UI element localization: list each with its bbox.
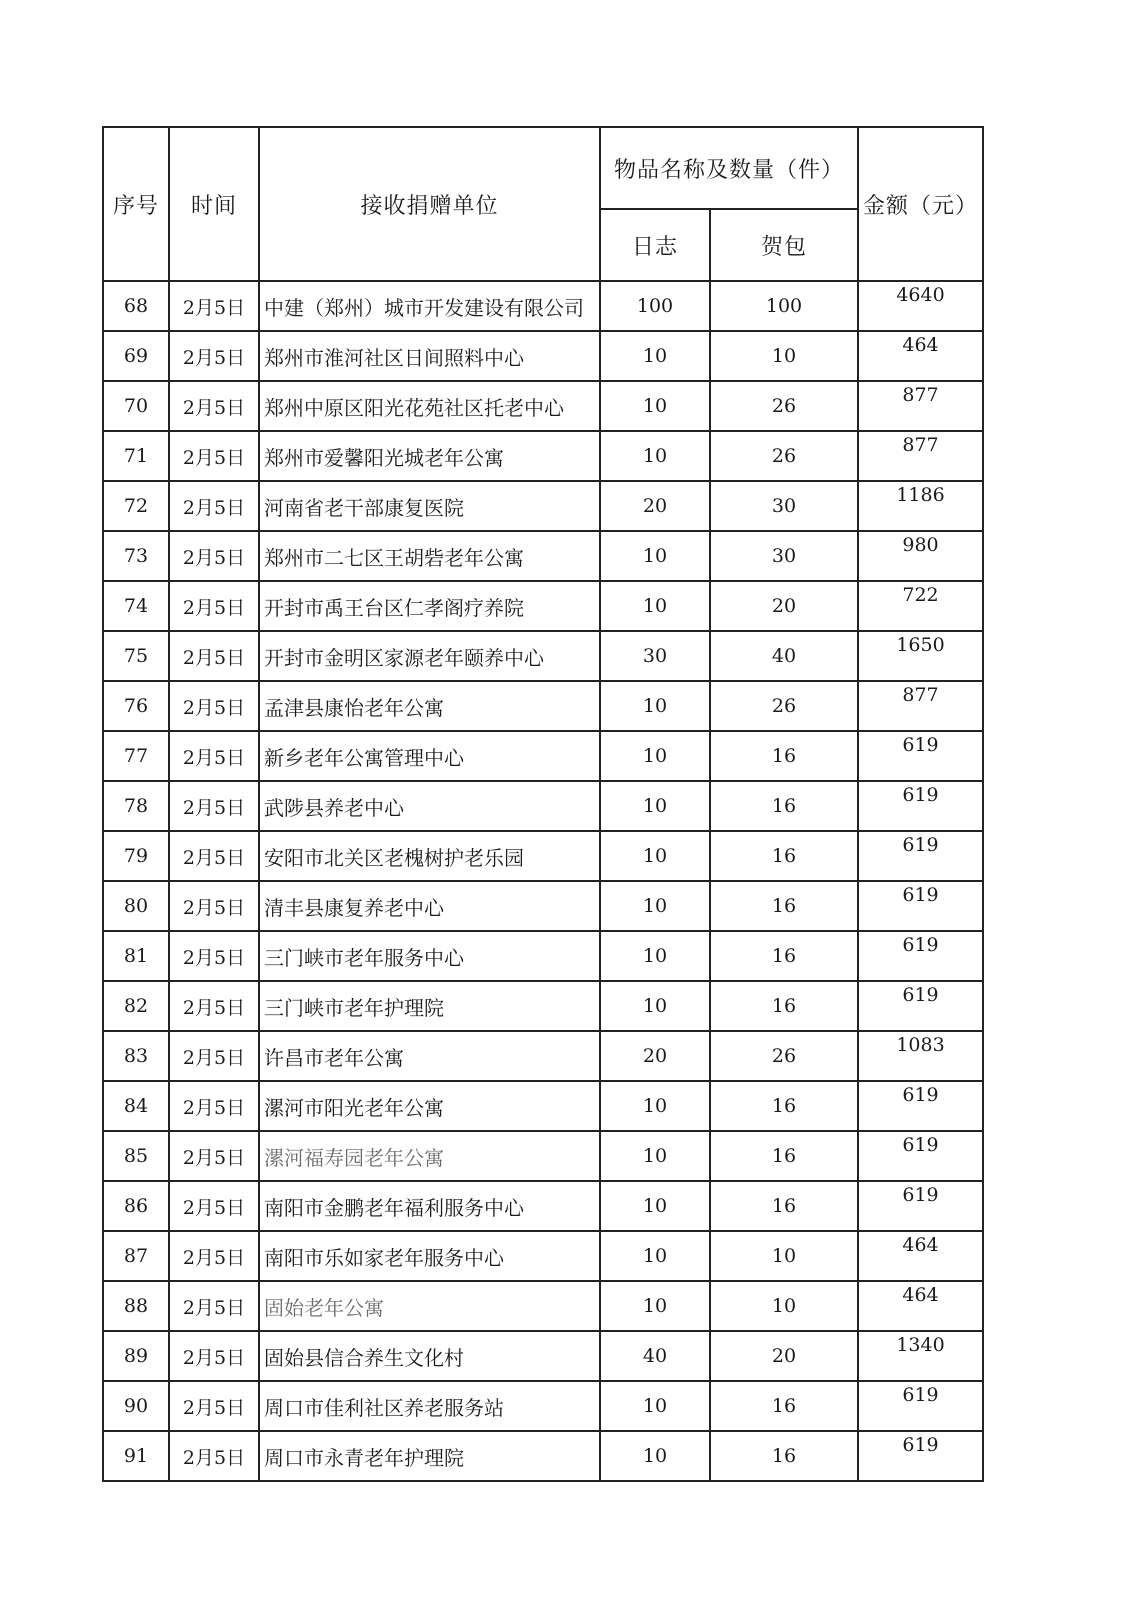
diary-count-cell: 10 [600, 781, 710, 831]
header-items-group: 物品名称及数量（件） [600, 127, 858, 209]
amount-cell: 619 [858, 1131, 983, 1181]
date-cell: 2月5日 [169, 631, 259, 681]
recipient-unit-cell: 漯河福寿园老年公寓 [259, 1131, 600, 1181]
amount-cell: 4640 [858, 281, 983, 331]
seq-cell: 69 [103, 331, 169, 381]
giftbag-count-cell: 30 [710, 481, 858, 531]
date-cell: 2月5日 [169, 1181, 259, 1231]
table-row [103, 931, 983, 981]
seq-cell: 80 [103, 881, 169, 931]
giftbag-count-cell: 16 [710, 931, 858, 981]
giftbag-count-cell: 20 [710, 581, 858, 631]
table-row [103, 281, 983, 331]
giftbag-count-cell: 26 [710, 381, 858, 431]
diary-count-cell: 10 [600, 331, 710, 381]
diary-count-cell: 10 [600, 1381, 710, 1431]
amount-cell: 619 [858, 981, 983, 1031]
giftbag-count-cell: 16 [710, 881, 858, 931]
date-cell: 2月5日 [169, 331, 259, 381]
recipient-unit-cell: 三门峡市老年服务中心 [259, 931, 600, 981]
recipient-unit-cell: 固始老年公寓 [259, 1281, 600, 1331]
amount-cell: 619 [858, 731, 983, 781]
date-cell: 2月5日 [169, 581, 259, 631]
seq-cell: 73 [103, 531, 169, 581]
date-cell: 2月5日 [169, 281, 259, 331]
seq-cell: 74 [103, 581, 169, 631]
recipient-unit-cell: 南阳市乐如家老年服务中心 [259, 1231, 600, 1281]
header-seq: 序号 [103, 127, 169, 281]
table-row [103, 681, 983, 731]
table-row [103, 581, 983, 631]
amount-cell: 619 [858, 1431, 983, 1481]
header-giftbag: 贺包 [710, 209, 858, 281]
seq-cell: 68 [103, 281, 169, 331]
recipient-unit-cell: 郑州市淮河社区日间照料中心 [259, 331, 600, 381]
recipient-unit-cell: 郑州市爱馨阳光城老年公寓 [259, 431, 600, 481]
recipient-unit-cell: 中建（郑州）城市开发建设有限公司 [259, 281, 600, 331]
diary-count-cell: 10 [600, 531, 710, 581]
date-cell: 2月5日 [169, 1381, 259, 1431]
diary-count-cell: 10 [600, 581, 710, 631]
seq-cell: 84 [103, 1081, 169, 1131]
recipient-unit-cell: 郑州市二七区王胡砦老年公寓 [259, 531, 600, 581]
amount-cell: 877 [858, 381, 983, 431]
recipient-unit-cell: 武陟县养老中心 [259, 781, 600, 831]
table-row [103, 1131, 983, 1181]
amount-cell: 464 [858, 331, 983, 381]
seq-cell: 81 [103, 931, 169, 981]
amount-cell: 722 [858, 581, 983, 631]
seq-cell: 86 [103, 1181, 169, 1231]
seq-cell: 78 [103, 781, 169, 831]
amount-cell: 619 [858, 781, 983, 831]
date-cell: 2月5日 [169, 1231, 259, 1281]
amount-cell: 464 [858, 1231, 983, 1281]
table-row [103, 381, 983, 431]
seq-cell: 82 [103, 981, 169, 1031]
giftbag-count-cell: 100 [710, 281, 858, 331]
date-cell: 2月5日 [169, 781, 259, 831]
date-cell: 2月5日 [169, 1281, 259, 1331]
seq-cell: 71 [103, 431, 169, 481]
recipient-unit-cell: 周口市永青老年护理院 [259, 1431, 600, 1481]
giftbag-count-cell: 16 [710, 781, 858, 831]
seq-cell: 90 [103, 1381, 169, 1431]
table-row [103, 781, 983, 831]
diary-count-cell: 10 [600, 981, 710, 1031]
date-cell: 2月5日 [169, 881, 259, 931]
recipient-unit-cell: 孟津县康怡老年公寓 [259, 681, 600, 731]
header-amount: 金额（元） [858, 127, 983, 281]
recipient-unit-cell: 南阳市金鹏老年福利服务中心 [259, 1181, 600, 1231]
recipient-unit-cell: 开封市禹王台区仁孝阁疗养院 [259, 581, 600, 631]
amount-cell: 1650 [858, 631, 983, 681]
diary-count-cell: 10 [600, 1281, 710, 1331]
table-row [103, 1381, 983, 1431]
diary-count-cell: 10 [600, 431, 710, 481]
table-row [103, 1181, 983, 1231]
date-cell: 2月5日 [169, 481, 259, 531]
seq-cell: 76 [103, 681, 169, 731]
table-row [103, 1031, 983, 1081]
recipient-unit-cell: 周口市佳利社区养老服务站 [259, 1381, 600, 1431]
date-cell: 2月5日 [169, 431, 259, 481]
date-cell: 2月5日 [169, 1331, 259, 1381]
amount-cell: 619 [858, 881, 983, 931]
table-row [103, 831, 983, 881]
giftbag-count-cell: 10 [710, 1231, 858, 1281]
seq-cell: 87 [103, 1231, 169, 1281]
date-cell: 2月5日 [169, 1131, 259, 1181]
seq-cell: 88 [103, 1281, 169, 1331]
date-cell: 2月5日 [169, 981, 259, 1031]
diary-count-cell: 10 [600, 1181, 710, 1231]
recipient-unit-cell: 漯河市阳光老年公寓 [259, 1081, 600, 1131]
giftbag-count-cell: 16 [710, 1131, 858, 1181]
recipient-unit-cell: 开封市金明区家源老年颐养中心 [259, 631, 600, 681]
diary-count-cell: 10 [600, 381, 710, 431]
seq-cell: 91 [103, 1431, 169, 1481]
table-row [103, 531, 983, 581]
header-recipient-unit: 接收捐赠单位 [259, 127, 600, 281]
diary-count-cell: 10 [600, 1131, 710, 1181]
recipient-unit-cell: 郑州中原区阳光花苑社区托老中心 [259, 381, 600, 431]
recipient-unit-cell: 河南省老干部康复医院 [259, 481, 600, 531]
donation-table-page [102, 126, 982, 1482]
giftbag-count-cell: 26 [710, 681, 858, 731]
date-cell: 2月5日 [169, 531, 259, 581]
table-row [103, 331, 983, 381]
table-row [103, 731, 983, 781]
recipient-unit-cell: 安阳市北关区老槐树护老乐园 [259, 831, 600, 881]
date-cell: 2月5日 [169, 1031, 259, 1081]
seq-cell: 75 [103, 631, 169, 681]
recipient-unit-cell: 新乡老年公寓管理中心 [259, 731, 600, 781]
diary-count-cell: 10 [600, 1231, 710, 1281]
giftbag-count-cell: 16 [710, 731, 858, 781]
diary-count-cell: 20 [600, 1031, 710, 1081]
header-row [103, 127, 983, 209]
diary-count-cell: 10 [600, 681, 710, 731]
amount-cell: 877 [858, 431, 983, 481]
amount-cell: 1340 [858, 1331, 983, 1381]
diary-count-cell: 30 [600, 631, 710, 681]
giftbag-count-cell: 16 [710, 1181, 858, 1231]
seq-cell: 83 [103, 1031, 169, 1081]
diary-count-cell: 100 [600, 281, 710, 331]
date-cell: 2月5日 [169, 831, 259, 881]
table-row [103, 1231, 983, 1281]
diary-count-cell: 10 [600, 731, 710, 781]
giftbag-count-cell: 10 [710, 1281, 858, 1331]
amount-cell: 877 [858, 681, 983, 731]
recipient-unit-cell: 许昌市老年公寓 [259, 1031, 600, 1081]
giftbag-count-cell: 30 [710, 531, 858, 581]
recipient-unit-cell: 固始县信合养生文化村 [259, 1331, 600, 1381]
table-body [103, 281, 983, 1481]
seq-cell: 85 [103, 1131, 169, 1181]
diary-count-cell: 10 [600, 1081, 710, 1131]
seq-cell: 79 [103, 831, 169, 881]
giftbag-count-cell: 20 [710, 1331, 858, 1381]
table-row [103, 881, 983, 931]
giftbag-count-cell: 16 [710, 1081, 858, 1131]
amount-cell: 619 [858, 1081, 983, 1131]
amount-cell: 619 [858, 1381, 983, 1431]
diary-count-cell: 10 [600, 1431, 710, 1481]
date-cell: 2月5日 [169, 1081, 259, 1131]
date-cell: 2月5日 [169, 931, 259, 981]
giftbag-count-cell: 16 [710, 981, 858, 1031]
table-row [103, 1281, 983, 1331]
table-row [103, 1081, 983, 1131]
seq-cell: 70 [103, 381, 169, 431]
diary-count-cell: 10 [600, 931, 710, 981]
recipient-unit-cell: 三门峡市老年护理院 [259, 981, 600, 1031]
giftbag-count-cell: 16 [710, 1381, 858, 1431]
amount-cell: 464 [858, 1281, 983, 1331]
diary-count-cell: 40 [600, 1331, 710, 1381]
amount-cell: 1083 [858, 1031, 983, 1081]
table-row [103, 1331, 983, 1381]
giftbag-count-cell: 40 [710, 631, 858, 681]
table-row [103, 481, 983, 531]
giftbag-count-cell: 26 [710, 431, 858, 481]
giftbag-count-cell: 10 [710, 331, 858, 381]
date-cell: 2月5日 [169, 1431, 259, 1481]
giftbag-count-cell: 26 [710, 1031, 858, 1081]
table-row [103, 431, 983, 481]
date-cell: 2月5日 [169, 381, 259, 431]
table-row [103, 981, 983, 1031]
header-date: 时间 [169, 127, 259, 281]
diary-count-cell: 10 [600, 881, 710, 931]
amount-cell: 980 [858, 531, 983, 581]
date-cell: 2月5日 [169, 731, 259, 781]
date-cell: 2月5日 [169, 681, 259, 731]
diary-count-cell: 20 [600, 481, 710, 531]
table-row [103, 1431, 983, 1481]
amount-cell: 619 [858, 831, 983, 881]
donation-table [102, 126, 984, 1482]
seq-cell: 89 [103, 1331, 169, 1381]
amount-cell: 1186 [858, 481, 983, 531]
diary-count-cell: 10 [600, 831, 710, 881]
giftbag-count-cell: 16 [710, 1431, 858, 1481]
recipient-unit-cell: 清丰县康复养老中心 [259, 881, 600, 931]
header-diary: 日志 [600, 209, 710, 281]
seq-cell: 77 [103, 731, 169, 781]
table-row [103, 631, 983, 681]
amount-cell: 619 [858, 931, 983, 981]
giftbag-count-cell: 16 [710, 831, 858, 881]
seq-cell: 72 [103, 481, 169, 531]
amount-cell: 619 [858, 1181, 983, 1231]
